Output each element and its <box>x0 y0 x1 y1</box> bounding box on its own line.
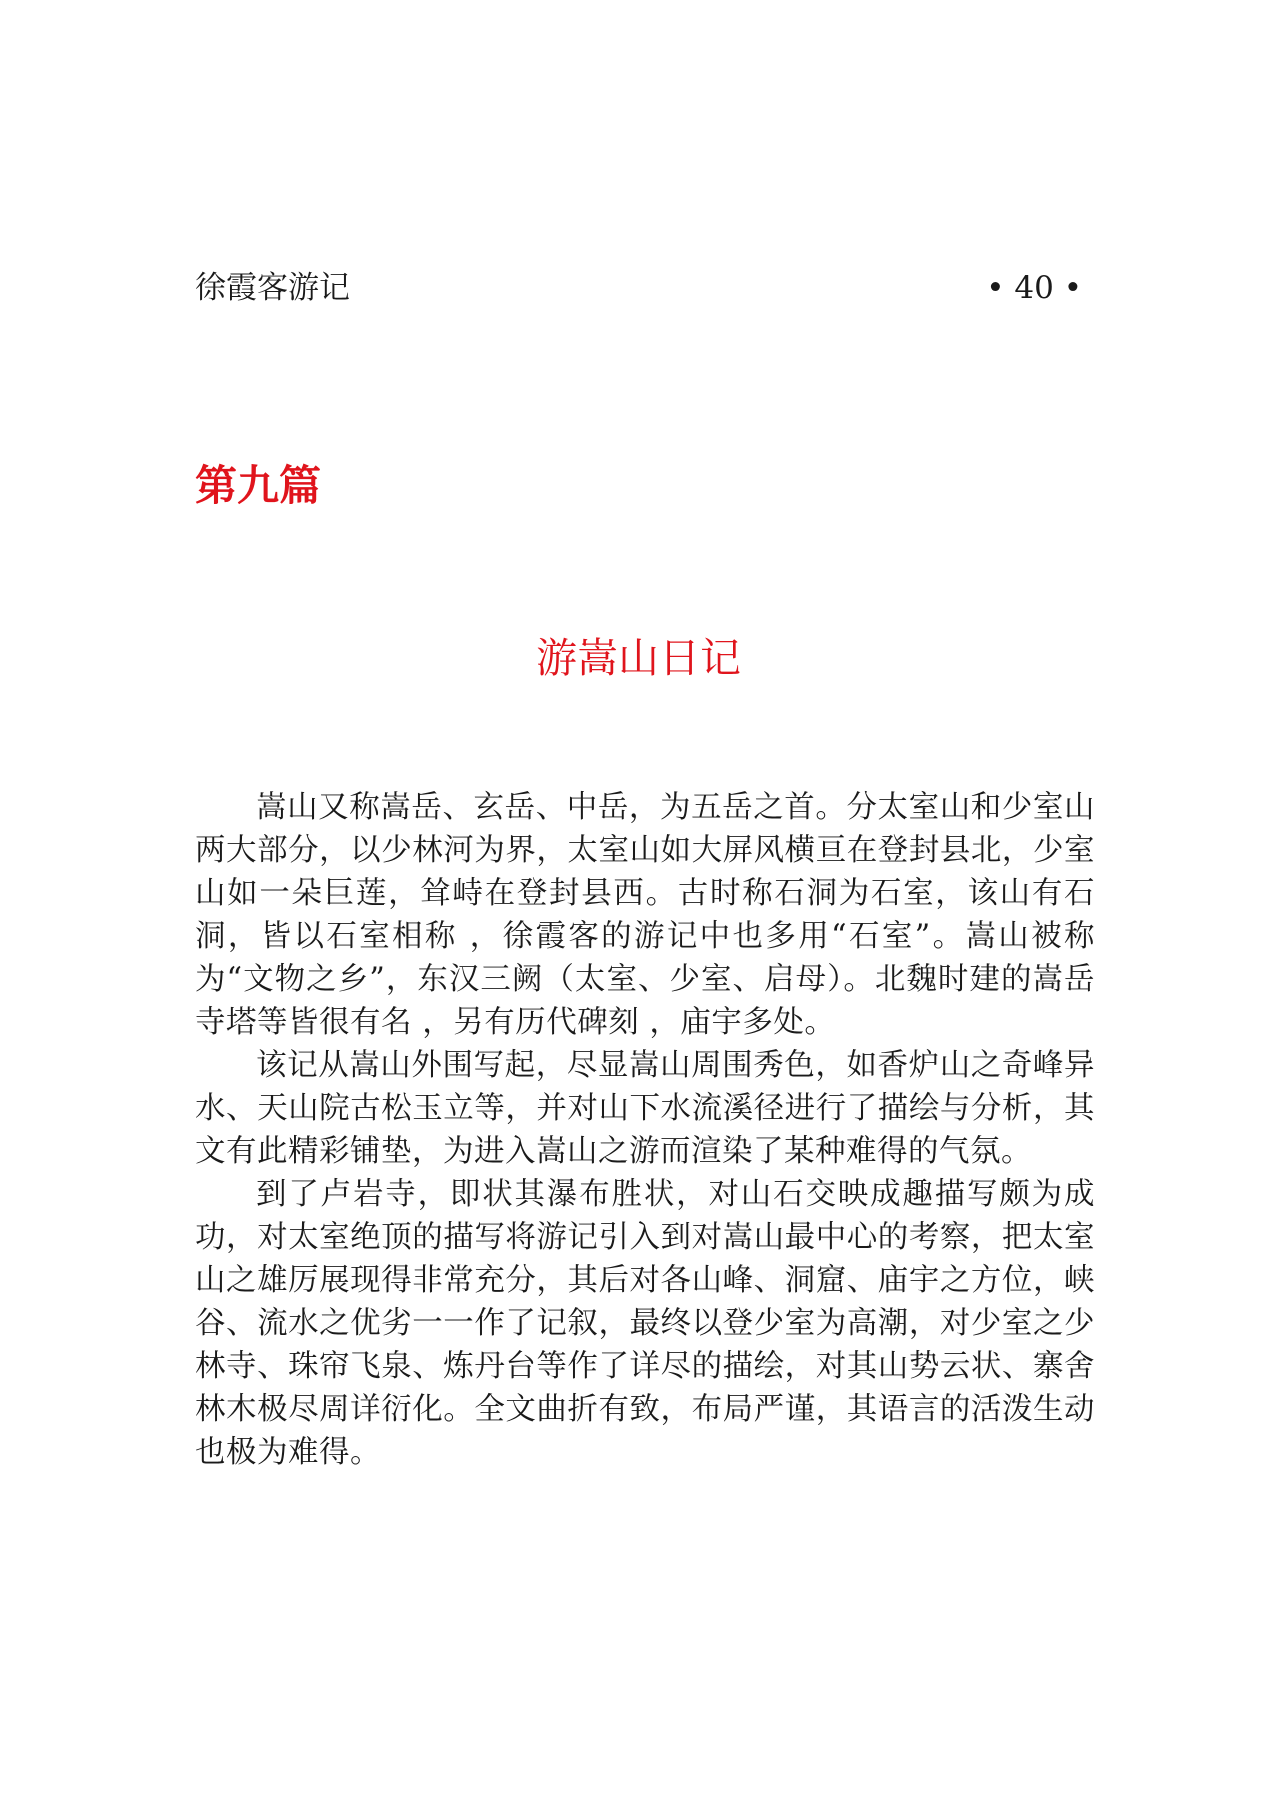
paragraph: 嵩山又称嵩岳、玄岳、中岳，为五岳之首。分太室山和少室山两大部分，以少林河为界，太室山如大屏风横亘在登封县北，少室山如一朵巨莲，耸峙在登封县西。古时称石洞为石室，该山有石洞，皆以石室相称 ，徐霞客的游记中也多用“石室”。嵩山被称为“文物之乡”，东汉三阙（太室、少室、启母）。北魏时建的嵩岳寺塔等皆很有名 ，另有历代碑刻 ，庙宇多处。 <box>195 790 1095 1040</box>
page-number: • 40 • <box>986 270 1082 306</box>
paragraph: 到了卢岩寺，即状其瀑布胜状，对山石交映成趣描写颇为成功，对太室绝顶的描写将游记引入到对嵩山最中心的考察，把太室山之雄厉展现得非常充分，其后对各山峰、洞窟、庙宇之方位，峡谷、流水之优劣一一作了记叙，最终以登少室为高潮，对少室之少林寺、珠帘飞泉、炼丹台等作了详尽的描绘，对其山势云状、寨舍林木极尽周详衍化。全文曲折有致，布局严谨，其语言的活泼生动也极为难得。 <box>195 1177 1095 1470</box>
book-title: 徐霞客游记 <box>195 270 350 306</box>
article-title: 游嵩山日记 <box>536 634 741 682</box>
body-text <box>195 786 1095 1474</box>
running-header <box>195 266 1082 310</box>
chapter-label: 第九篇 <box>195 461 322 510</box>
paragraph: 该记从嵩山外围写起，尽显嵩山周围秀色，如香炉山之奇峰异水、天山院古松玉立等，并对山下水流溪径进行了描绘与分析，其文有此精彩铺垫，为进入嵩山之游而渲染了某种难得的气氛。 <box>195 1048 1095 1169</box>
